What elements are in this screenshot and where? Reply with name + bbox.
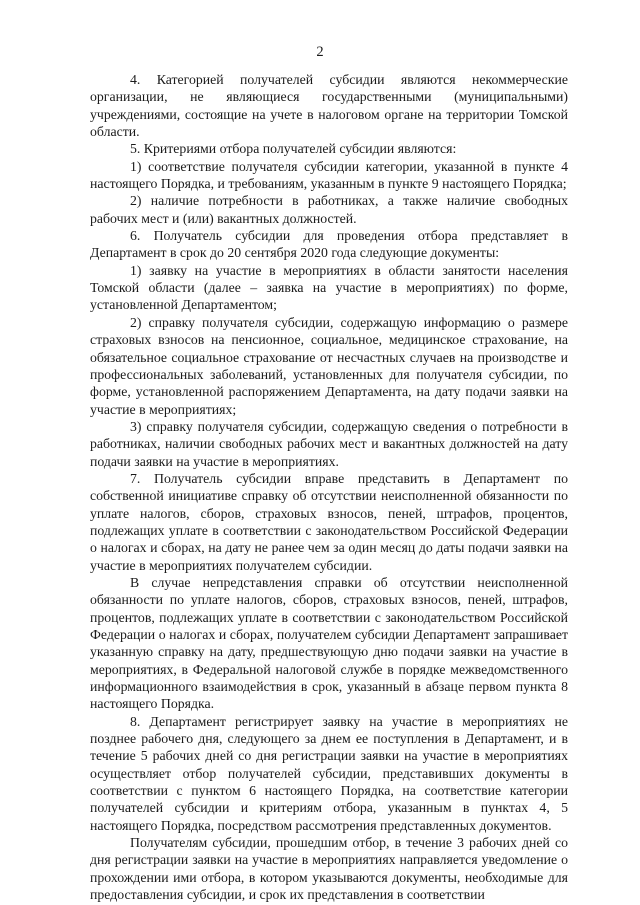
paragraph-4-category: 4. Категорией получателей субсидии являются некоммерческие организации, не являющиеся государственными (муниципальными) учреждениями, состоящие на учете в налоговом органе на территории Томской области. xyxy=(90,72,568,140)
document-item-3: 3) справку получателя субсидии, содержащую сведения о потребности в работниках, наличии свободных рабочих мест и вакантных должностей на дату подачи заявки на участие в мероприятиях. xyxy=(90,418,568,469)
document-item-2: 2) справку получателя субсидии, содержащую информацию о размере страховых взносов на пенсионное, социальное, медицинское страхование, на обязательное социальное страхование от несчастных случаев на производстве и профессиональных заболеваний, установленных для получателя субсидии, по форме, установленной распоряжением Департамента, на дату подачи заявки на участие в мероприятиях; xyxy=(90,314,568,417)
paragraph-7-nonsubmission: В случае непредставления справки об отсутствии неисполненной обязанности по уплате налогов, сборов, страховых взносов, пеней, штрафов, процентов, подлежащих уплате в соответствии с законодательством Российской Федерации о налогах и сборах, получателем субсидии Департамент запрашивает указанную справку на дату, предшествующую дню подачи заявки на участие в мероприятиях, в Федеральной налоговой службе в порядке межведомственного информационного взаимодействия в срок, указанный в абзаце первом пункта 8 настоящего Порядка. xyxy=(90,574,568,712)
paragraph-8-notification: Получателям субсидии, прошедшим отбор, в течение 3 рабочих дней со дня регистрации заявки на участие в мероприятиях направляется уведомление о прохождении ими отбора, в котором указываются документы, необходимые для предоставления субсидии, и срок их представления в соответствии xyxy=(90,835,568,903)
document-body xyxy=(90,71,568,904)
criteria-item-1: 1) соответствие получателя субсидии категории, указанной в пункте 4 настоящего Порядка, и требованиям, указанным в пункте 9 настоящего Порядка; xyxy=(90,158,568,192)
criteria-item-2: 2) наличие потребности в работниках, а также наличие свободных рабочих мест и (или) вакантных должностей. xyxy=(90,193,568,226)
paragraph-7-tax-certificate: 7. Получатель субсидии вправе представить в Департамент по собственной инициативе справку об отсутствии неисполненной обязанности по уплате налогов, сборов, страховых взносов, пеней, штрафов, процентов, подлежащих уплате в соответствии с законодательством Российской Федерации о налогах и сборах, на дату не ранее чем за один месяц до даты подачи заявки на участие в мероприятиях получателем субсидии. xyxy=(90,470,568,573)
paragraph-5-criteria: 5. Критериями отбора получателей субсидии являются: xyxy=(130,141,457,157)
paragraph-6-documents: 6. Получатель субсидии для проведения отбора представляет в Департамент в срок до 20 сентября 2020 года следующие документы: xyxy=(90,228,568,261)
paragraph-8-registration: 8. Департамент регистрирует заявку на участие в мероприятиях не позднее рабочего дня, следующего за днем ее поступления в Департамент, и в течение 5 рабочих дней со дня регистрации заявки на участие в мероприятиях осуществляет отбор получателей субсидии, представивших документы в соответствии с пунктом 6 настоящего Порядка, на соответствие категории получателей субсидии и критериям отбора, указанным в пунктах 4, 5 настоящего Порядка, посредством рассмотрения представленных документов. xyxy=(90,713,568,833)
page-number: 2 xyxy=(316,44,324,60)
document-item-1: 1) заявку на участие в мероприятиях в области занятости населения Томской области (далее – заявка на участие в мероприятиях) по форме, установленной Департаментом; xyxy=(90,262,568,313)
